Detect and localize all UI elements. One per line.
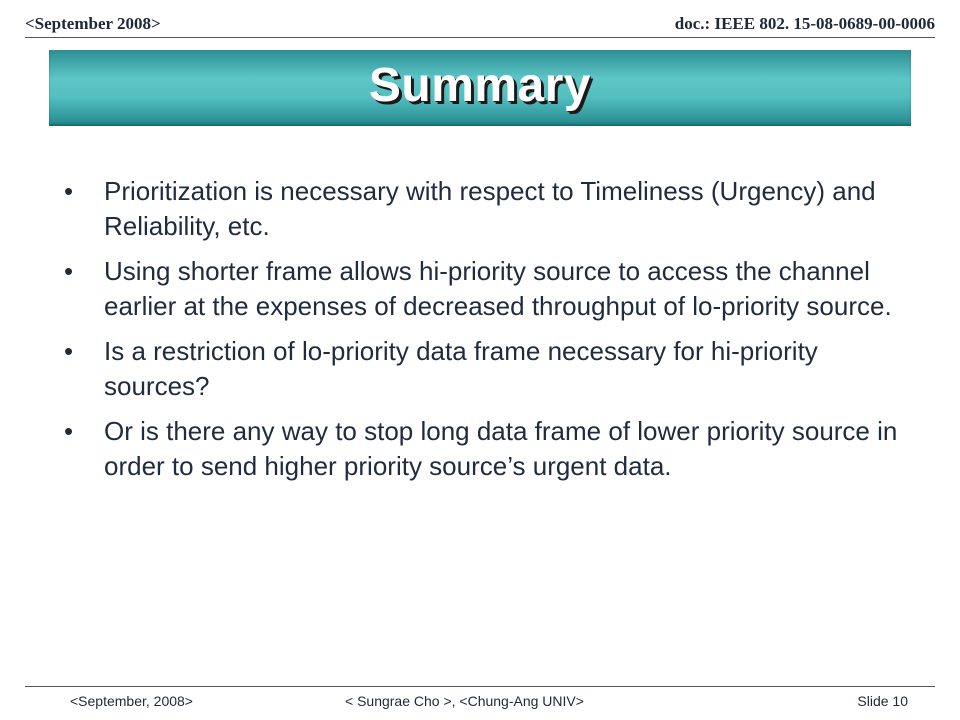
header-doc-id: doc.: IEEE 802. 15-08-0689-00-0006 bbox=[674, 14, 935, 33]
header-divider bbox=[25, 37, 935, 38]
bullet-text: Using shorter frame allows hi-priority source to access the channel earlier at the expenses of decreased throughput of lo-priority source. bbox=[104, 256, 892, 321]
bullet-dot-icon: • bbox=[64, 176, 74, 206]
title-banner bbox=[49, 50, 911, 126]
bullet-item bbox=[58, 174, 908, 244]
slide-title: Summary bbox=[368, 59, 592, 112]
footer-author: < Sungrae Cho >, <Chung-Ang UNIV> bbox=[345, 693, 584, 709]
slide-number: Slide 10 bbox=[857, 693, 908, 709]
bullet-text: Prioritization is necessary with respect to Timeliness (Urgency) and Reliability, etc. bbox=[104, 176, 876, 241]
bullet-dot-icon: • bbox=[64, 336, 74, 366]
bullet-dot-icon: • bbox=[64, 256, 74, 286]
bullet-item bbox=[58, 334, 908, 404]
bullet-text: Is a restriction of lo-priority data frame necessary for hi-priority sources? bbox=[104, 336, 818, 401]
footer-divider bbox=[25, 686, 935, 687]
header-date: <September 2008> bbox=[25, 14, 161, 33]
footer-date: <September, 2008> bbox=[70, 693, 193, 709]
bullet-list bbox=[58, 174, 908, 494]
bullet-text: Or is there any way to stop long data frame of lower priority source in order to send higher priority source’s urgent data. bbox=[104, 416, 898, 481]
bullet-item bbox=[58, 254, 908, 324]
bullet-item bbox=[58, 414, 908, 484]
bullet-dot-icon: • bbox=[64, 416, 74, 446]
